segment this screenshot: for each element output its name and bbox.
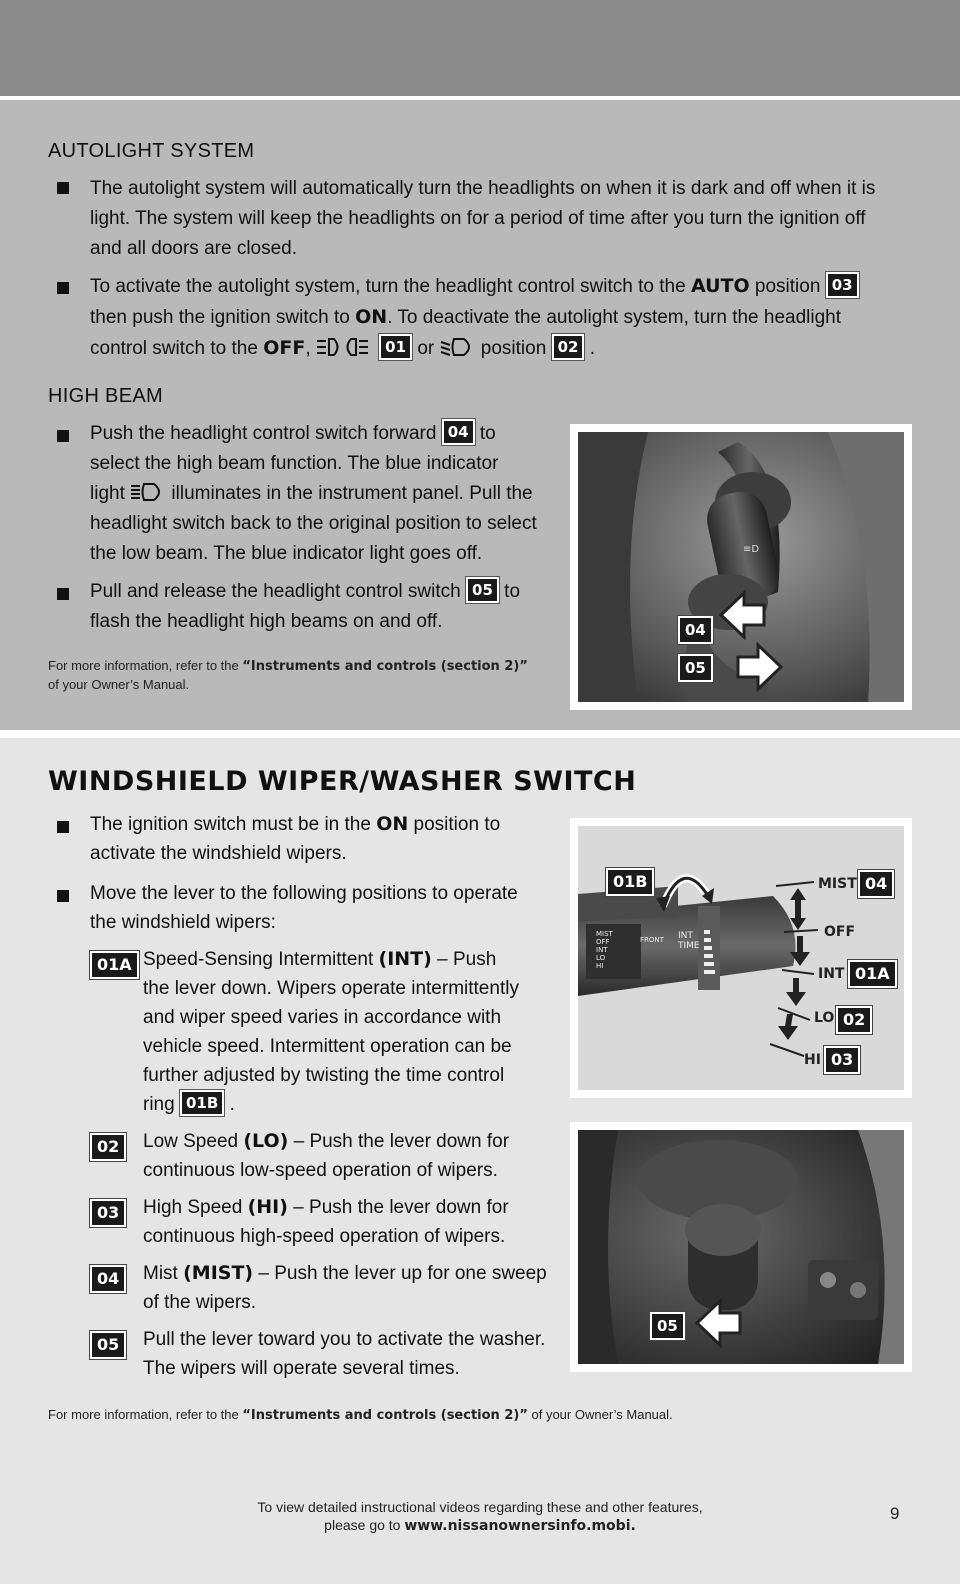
stalk-label: HI xyxy=(596,962,604,970)
wiper-reference: For more information, refer to the “Instruments and controls (section 2)” of your Owner’s Manual. xyxy=(48,1407,673,1423)
position-tag: 01B xyxy=(180,1090,224,1116)
item-tag: 04 xyxy=(90,1265,126,1293)
high-beam-indicator-icon xyxy=(130,481,166,503)
wiper-section-title: WINDSHIELD WIPER/WASHER SWITCH xyxy=(48,766,637,797)
arrow-forward-icon xyxy=(718,590,768,640)
high-beam-reference: For more information, refer to the “Instruments and controls (section 2)” of your Owner’s Manual. xyxy=(48,658,528,692)
bullet-marker xyxy=(57,821,69,833)
stalk-label: FRONT xyxy=(640,936,664,944)
item-tag: 01A xyxy=(90,951,139,979)
low-speed-item: Low Speed (LO) – Push the lever down for continuous low-speed operation of wipers. xyxy=(143,1130,510,1181)
lo-label: LO xyxy=(814,1010,835,1026)
svg-text:≡D: ≡D xyxy=(743,544,760,555)
arrow-pull-icon xyxy=(694,1298,744,1348)
bullet-marker xyxy=(57,282,69,294)
footer-note: To view detailed instructional videos regarding these and other features, please go to www.nissanownersinfo.mobi. xyxy=(257,1499,703,1534)
autolight-heading: AUTOLIGHT SYSTEM xyxy=(48,140,255,162)
intermittent-item: Speed-Sensing Intermittent (INT) – Push the lever down. Wipers operate intermittently and wiper speed varies in accordance with vehicle speed. Intermittent operation can be further adjusted by twisting the time control ring 01B . xyxy=(143,948,519,1115)
position-tag: 01 xyxy=(379,334,412,360)
item-tag: 02 xyxy=(90,1133,126,1161)
diagram-tag-01b: 01B xyxy=(606,868,654,896)
stalk-label: TIME xyxy=(678,941,700,951)
bullet-marker xyxy=(57,430,69,442)
position-tag: 05 xyxy=(466,577,499,603)
position-tag: 03 xyxy=(826,272,859,298)
mist-item: Mist (MIST) – Push the lever up for one sweep of the wipers. xyxy=(143,1262,547,1313)
diagram-tag-04: 04 xyxy=(858,870,894,898)
autolight-bullet-2: To activate the autolight system, turn the headlight control switch to the AUTO position 03 then push the ignition switch to ON. To deactivate the autolight system, turn the headlight control switch to the OFF, 01 or position 02 . xyxy=(90,271,920,364)
position-tag: 04 xyxy=(442,419,475,445)
stalk-label: INT xyxy=(596,946,608,954)
bullet-marker xyxy=(57,890,69,902)
low-beam-icon xyxy=(440,336,476,358)
item-tag: 03 xyxy=(90,1199,126,1227)
diagram-tag-03: 03 xyxy=(824,1046,860,1074)
stalk-label: MIST xyxy=(596,930,613,938)
stalk-label: LO xyxy=(596,954,606,962)
photo-tag-flash: 05 xyxy=(678,654,713,682)
diagram-tag-01a: 01A xyxy=(848,960,897,988)
stalk-label: OFF xyxy=(596,938,610,946)
top-band xyxy=(0,0,960,96)
diagram-tag-02: 02 xyxy=(836,1006,872,1034)
page-number: 9 xyxy=(890,1504,900,1523)
high-beam-bullet-2: Pull and release the headlight control switch 05 to flash the headlight high beams on and off. xyxy=(90,577,560,637)
washer-item: Pull the lever toward you to activate the washer. The wipers will operate several times. xyxy=(143,1329,546,1379)
section-divider xyxy=(0,730,960,738)
item-tag: 05 xyxy=(90,1331,126,1359)
int-label: INT xyxy=(818,966,845,982)
stalk-label: INT xyxy=(678,931,693,941)
photo-tag-forward: 04 xyxy=(678,616,713,644)
wiper-bullet-1: The ignition switch must be in the ON position to activate the windshield wipers. xyxy=(90,813,501,864)
mist-label: MIST xyxy=(818,876,857,892)
hi-label: HI xyxy=(804,1052,821,1068)
wiper-bullet-2: Move the lever to the following positions to operate the windshield wipers: xyxy=(90,883,518,933)
bullet-marker xyxy=(57,182,69,194)
off-label: OFF xyxy=(824,924,856,940)
position-tag: 02 xyxy=(552,334,585,360)
high-speed-item: High Speed (HI) – Push the lever down for continuous high-speed operation of wipers. xyxy=(143,1196,509,1247)
arrow-back-icon xyxy=(734,642,784,692)
high-beam-heading: HIGH BEAM xyxy=(48,385,163,407)
photo-tag-washer: 05 xyxy=(650,1312,685,1340)
bullet-marker xyxy=(57,588,69,600)
parking-light-icon xyxy=(316,336,374,358)
autolight-bullet-1: The autolight system will automatically turn the headlights on when it is dark and off when it is light. The system will keep the headlights on for a period of time after you turn the ignition off and all doors are closed. xyxy=(90,178,876,259)
high-beam-bullet-1: Push the headlight control switch forward 04 to select the high beam function. The blue indicator light illuminates in the instrument panel. Pull the headlight switch back to the original position to select the low beam. The blue indicator light goes off. xyxy=(90,419,560,569)
